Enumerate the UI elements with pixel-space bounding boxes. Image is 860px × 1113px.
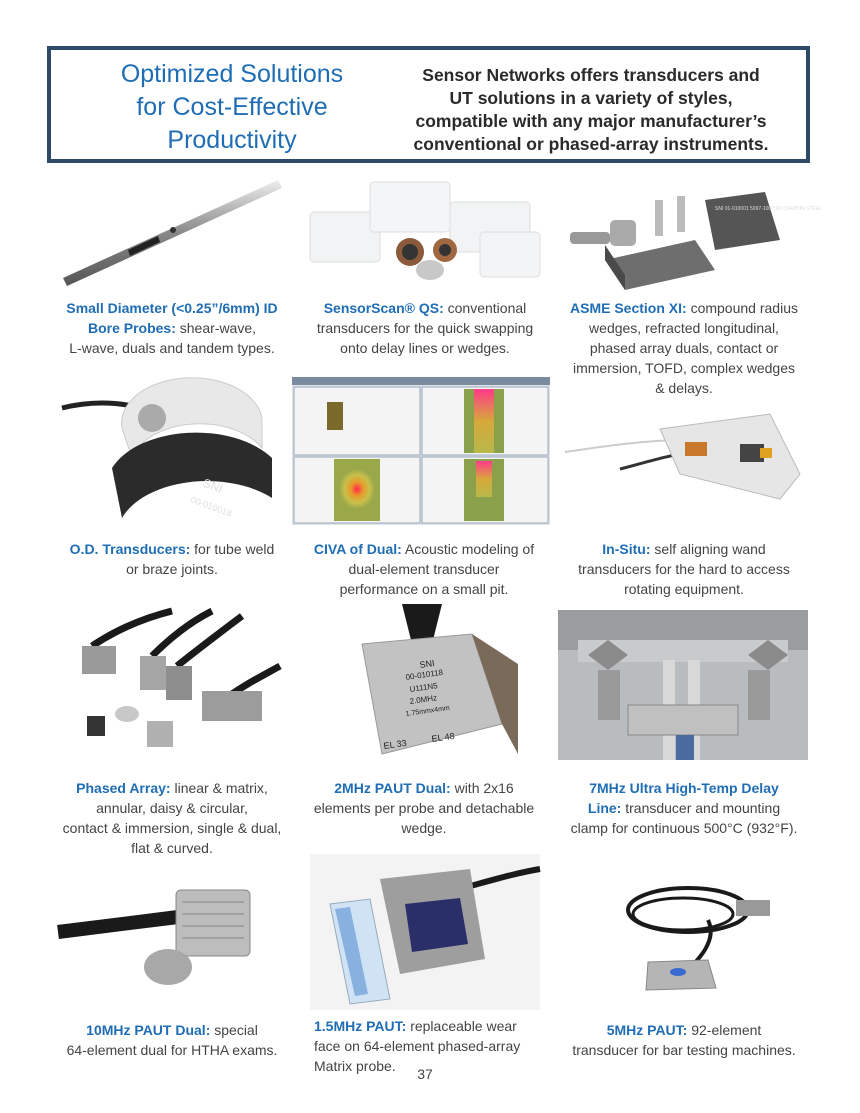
svg-text:SNI: SNI [418,657,436,670]
paut-dual-10mhz-photo [58,872,282,1010]
intro-text [391,64,791,156]
intro-line: Sensor Networks offers transducers and [422,65,760,85]
header-box [47,46,810,163]
paut-1-5mhz-photo [310,854,540,1010]
caption-od-transducers: O.D. Transducers: for tube weld or braze joints. [69,541,275,577]
title-line: Optimized Solutions [120,60,344,88]
page-title [73,58,391,157]
title-line: Productivity [167,126,297,154]
civa-simulation-screenshot [292,377,550,525]
caption-id-bore-probes: Small Diameter (<0.25”/6mm) ID Bore Probes: shear-wave, L-wave, duals and tandem types. [66,300,278,356]
svg-text:00-010118: 00-010118 [405,667,444,682]
svg-text:EL 33: EL 33 [382,737,408,751]
caption-5mhz-paut: 5MHz PAUT: 92-element transducer for bar testing machines. [572,1022,796,1058]
svg-text:2.0MHz: 2.0MHz [409,693,438,706]
caption-1-5mhz-paut: 1.5MHz PAUT: replaceable wear face on 64-element phased-array Matrix probe. [314,1018,521,1074]
caption-2mhz-paut-dual: 2MHz PAUT Dual: with 2x16 elements per probe and detachable wedge. [313,780,535,836]
caption-civa: CIVA of Dual: Acoustic modeling of dual-element transducer performance on a small pit. [313,541,535,597]
od-transducer-photo [62,378,278,528]
svg-text:1.75mmx4mm: 1.75mmx4mm [405,704,451,718]
svg-text:U111N5: U111N5 [409,681,439,694]
svg-text:SNI: SNI [200,475,225,496]
phased-array-probes-photo [62,606,282,756]
sensorscan-qs-photo [300,172,550,294]
caption-7mhz-delay-line: 7MHz Ultra High-Temp Delay Line: transducer and mounting clamp for continuous 500°C (932°F). [570,780,798,836]
title-line: for Cost-Effective [136,93,328,121]
intro-line: compatible with any major manufacturer’s [415,111,767,131]
intro-line: UT solutions in a variety of styles, [449,88,733,108]
high-temp-delay-line-photo [558,610,808,760]
paut-dual-2mhz-photo [342,604,518,764]
caption-phased-array: Phased Array: linear & matrix, annular, daisy & circular, contact & immersion, single & dual, flat & curved. [62,780,282,856]
asme-wedges-photo [565,180,822,294]
in-situ-wand-photo [560,404,808,506]
intro-line: conventional or phased-array instruments. [413,134,769,154]
svg-text:EL 48: EL 48 [430,730,456,744]
svg-text:00-010018: 00-010018 [189,494,234,519]
paut-5mhz-photo [608,880,776,998]
caption-10mhz-paut-dual: 10MHz PAUT Dual: special 64-element dual for HTHA exams. [66,1022,278,1058]
caption-in-situ: In-Situ: self aligning wand transducers for the hard to access rotating equipment. [578,541,790,597]
id-bore-probe-photo [58,172,288,294]
caption-sensorscan-qs: SensorScan® QS: conventional transducers for the quick swapping onto delay lines or wedges. [316,300,534,356]
caption-asme: ASME Section XI: compound radius wedges, refracted longitudinal, phased array duals, contact or immersion, TOFD, complex wedges & delays. [570,300,798,396]
svg-text:SNI 01-010001 5097-100/TR3 CAR: SNI 01-010001 5097-100/TR3 CARBON STEEL [715,206,822,212]
page-number: 37 [417,1066,433,1082]
